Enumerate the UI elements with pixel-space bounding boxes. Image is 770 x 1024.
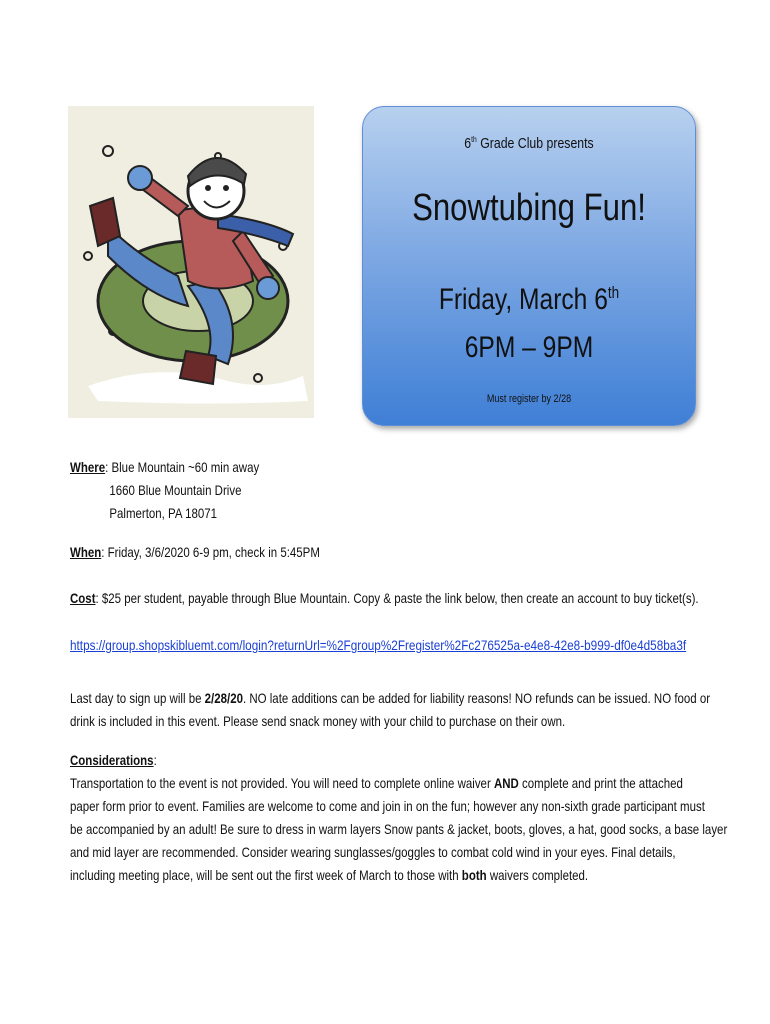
- when-label: When: [70, 544, 102, 560]
- address-line-1: 1660 Blue Mountain Drive: [109, 482, 242, 498]
- considerations-label: Considerations: [70, 752, 154, 768]
- banner-presents: 6th Grade Club presents: [464, 135, 594, 152]
- cost-label: Cost: [70, 590, 96, 606]
- banner-register-deadline: Must register by 2/28: [486, 393, 572, 405]
- cost-section: [70, 587, 699, 610]
- address-line-2: Palmerton, PA 18071: [109, 505, 218, 521]
- considerations-line-4: and mid layer are recommended. Consider wearing sunglasses/goggles to combat cold wind in your eyes. Final details,: [70, 844, 676, 860]
- where-label: Where: [70, 459, 106, 475]
- deadline-section: [70, 687, 711, 733]
- link-section: [70, 634, 687, 657]
- considerations-section: Considerations: Transportation to the event is not provided. You will need to complete online waiver AND complete and print the attached paper form prior to event. Families are welcome to come and join in on the fun; however any non-sixth grade participant must be accompanied by an adult! Be sure to dress in warm layers Snow pants & jacket, boots, gloves, a hat, good socks, a base layer and mid layer are recommended. Consider wearing sunglasses/goggles to combat cold wind in your eyes. Final details, including meeting place, will be sent out the first week of March to those with both waivers completed.: [70, 749, 595, 887]
- event-banner: [362, 106, 696, 426]
- snowtuber-illustration: [68, 106, 314, 418]
- banner-title: Snowtubing Fun!: [412, 187, 646, 229]
- snowtuber-clipart: [68, 106, 314, 418]
- where-value: : Blue Mountain ~60 min away: [105, 459, 260, 475]
- considerations-line-2: paper form prior to event. Families are welcome to come and join in on the fun; however any non-sixth grade participant must: [70, 798, 705, 814]
- deadline-date: 2/28/20: [204, 690, 243, 706]
- considerations-line-1: Transportation to the event is not provided. You will need to complete online waiver AND complete and print the attached: [70, 775, 683, 791]
- banner-date: Friday, March 6th: [438, 283, 620, 316]
- when-value: : Friday, 3/6/2020 6-9 pm, check in 5:45PM: [101, 544, 320, 560]
- deadline-line-1: Last day to sign up will be 2/28/20. NO late additions can be added for liability reasons! NO refunds can be issued. NO food or: [70, 690, 711, 706]
- considerations-line-5: including meeting place, will be sent out the first week of March to those with both waivers completed.: [70, 867, 589, 883]
- where-section: [70, 456, 595, 525]
- banner-time: 6PM – 9PM: [464, 331, 594, 364]
- deadline-line-2: drink is included in this event. Please send snack money with your child to purchase on their own.: [70, 713, 566, 729]
- when-section: [70, 541, 595, 564]
- registration-link[interactable]: https://group.shopskibluemt.com/login?returnUrl=%2Fgroup%2Fregister%2Fc276525a-e4e8-42e8-b999-df0e4d58ba3f: [70, 637, 687, 653]
- considerations-line-3: be accompanied by an adult! Be sure to dress in warm layers Snow pants & jacket, boots, gloves, a hat, good socks, a base layer: [70, 821, 728, 837]
- cost-value: : $25 per student, payable through Blue Mountain. Copy & paste the link below, then create an account to buy ticket(s).: [95, 590, 699, 606]
